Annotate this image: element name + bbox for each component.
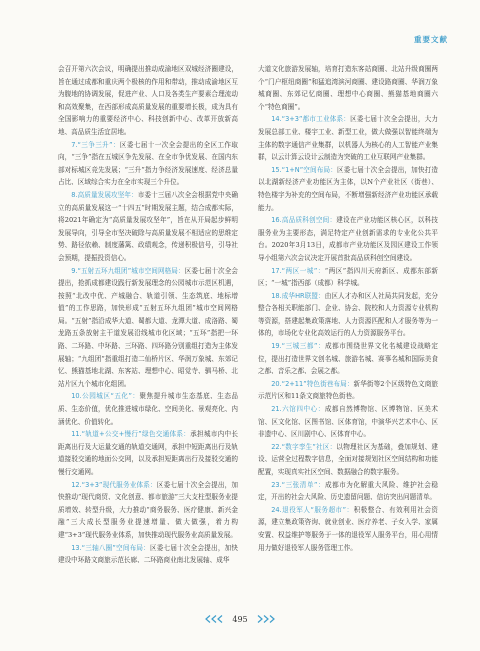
glossary-entry xyxy=(58,189,238,265)
entry-term: 12.“3+3”现代服务业体系： xyxy=(71,480,157,489)
entry-term: 23.“三张清单”： xyxy=(271,480,325,489)
glossary-entry xyxy=(58,265,238,391)
entry-text: 区委七届十次全会提出，加快打造以北湖新经济产业功能区为主体，以N个产业社区（街巷）、特色楼宇为补充的空间布局，不断增强新经济产业功能区承载能力。 xyxy=(258,165,438,212)
glossary-entry xyxy=(58,479,238,542)
glossary-entry xyxy=(258,290,438,340)
entry-term: 22.“数字孪生”社区： xyxy=(271,442,337,451)
glossary-entry xyxy=(258,164,438,214)
glossary-entry xyxy=(258,441,438,479)
continued-paragraph: 大道文化旅游发展轴，培育打造东客站商圈、北站升级商圈两个“门户枢纽商圈”和猛追湾滨河商圈、建设路商圈、华润万象城商圈、东郊记忆商圈、理想中心商圈、熊猫基地商圈六个“特色商圈”。 xyxy=(258,65,438,111)
entry-term: 7.“三争三升”： xyxy=(71,140,120,149)
continued-paragraph: 会召开第六次会议，明确提出推动成渝地区双城经济圈建设，旨在通过成都和重庆两个极核的作用和带动，推动成渝地区互为腹地的协调发展，促进产业、人口及各类生产要素合理流动和高效聚集，在西部形成高质量发展的重要增长极，成为具有全国影响力的重要经济中心、科技创新中心、改革开放新高地、高品质生活宜居地。 xyxy=(58,65,238,136)
entry-text: 区委七届十次全会提出，抢抓成都建设践行新发展理念的公园城市示范区机遇，按照“北改中优、产城融合、轨道引领、生态筑底、地标增值”的工作思路，加快形成“五射五环九组团”城市空间网格局。“五射”指沿成华大道、蜀都大道、龙潭大道、成洛路、蜀龙路五条放射主干道发展沿线城市化区域；“五环”指把一环路、二环路、中环路、三环路、四环路分别重组打造为主体发展轴；“九组团”指重组打造二仙桥片区、华润万象城、东郊记忆、熊猫基地北湖、东客站、理想中心、昭觉寺、驷马桥、北站片区九个城市化组团。 xyxy=(58,266,238,388)
entry-text: 市委十三届八次全会根据党中央确立的高质量发展这一“十四五”时期发展主题，结合成都实际，将2021年确定为“高质量发展攻坚年”，旨在从开局起步鲜明发展导向，引导全市坚决破除与高质量发展不相适应的思维定势、路径依赖、制度藩篱、政绩观念，传递积极信号，引导社会预期，提振投资信心。 xyxy=(58,190,238,262)
entry-text: 建设在产业功能区核心区，以科技服务业为主要形态，满足特定产业创新需求的专业化公共平台。2020年3月13日，成都市产业功能区及园区建设工作领导小组第六次会议决定开展首批高品质科创空间建设。 xyxy=(258,216,438,262)
glossary-entry xyxy=(58,428,238,478)
entry-text: 区委七届十次全会提出，加快建设中环路文商旅示范长廊、二环路商业南北发展轴、成华 xyxy=(58,543,238,565)
glossary-entry xyxy=(258,340,438,378)
glossary-entry xyxy=(258,504,438,554)
entry-text: 区委七届十一次全会提出的全区工作取向，“三争”指在五城区争先发展、在全市争优发展、在国内东部对标城区竞先发展；“三升”指力争经济发展速度、经济总量占比、区域综合实力在全市实现三个升位。 xyxy=(58,140,238,187)
entry-text: 以物理社区为基础，叠加规划、建设、运营全过程数字信息，全面对接规划社区空间结构和功能配置，实现真实社区空间、数据融合的数字服务。 xyxy=(258,442,438,476)
page-footer xyxy=(0,612,480,626)
glossary-entry xyxy=(258,113,438,163)
entry-text: 区委七届十次全会提出，大力发展总部工业、楼宇工业、新型工业，做大做强以智能终端为主体的数字通信产业集群，以机器人为核心的人工智能产业集群，以云计算云设计云制造为突破的工业互联网产业集群。 xyxy=(258,115,438,162)
entry-term: 17.“两区一城”： xyxy=(271,266,325,275)
entry-term: 18.成华HR联盟： xyxy=(271,291,325,300)
page-number: 495 xyxy=(232,614,248,624)
entry-text: “两区”指四川天府新区、成都东部新区；“一城”指西部（成都）科学城。 xyxy=(258,266,438,288)
entry-term: 21.六馆四中心： xyxy=(271,405,325,414)
glossary-entry xyxy=(58,542,238,567)
entry-text: 聚焦提升城市生态基底、生态品质、生态价值，优化推进城市绿化、空间美化、景观亮化、内涵优化、价值转化。 xyxy=(58,392,238,426)
entry-text: 成都自然博物馆、区博物馆、区美术馆、区文化馆、区图书馆、区体育馆，中演华兴艺术中心、区非遗中心、区川剧中心、区体育中心。 xyxy=(258,405,438,439)
glossary-entry xyxy=(258,265,438,290)
triple-chevron-left-icon xyxy=(204,615,226,623)
entry-text: 成都市围绕世界文化名城建设战略定位，提出打造世界文创名城、旅游名城、赛事名城和国际美食之都、音乐之都、会展之都。 xyxy=(258,342,438,376)
entry-term: 15.“1+N”空间布局： xyxy=(271,165,338,174)
section-label: 重要文献 xyxy=(414,35,448,44)
entry-text: 承担城市内中长距离出行及大运量交通的轨道交通网，承担中短距离出行及轨道接驳交通的地面公交网，以及承担短距离出行及接驳交通的慢行交通网。 xyxy=(58,430,238,476)
glossary-entry xyxy=(58,390,238,428)
entry-term: 24.退役军人“服务超市”： xyxy=(271,505,354,514)
entry-text: 成都市为化解重大风险、维护社会稳定，开出的社会大风险、历史遗留问题、信访突出问题清单。 xyxy=(258,480,438,502)
entry-text: 新华街等2个区级特色文商旅示范片区和11条文商旅特色街巷。 xyxy=(258,379,438,401)
entry-text: 由区人才办和区人社局共同发起，充分整合各相关职能部门、企业、协会、院校和人力资源专业机构等资源，搭建起集政策落地、人力资源匹配和人才服务等为一体的，市场化专业化高效运行的人力资源服务平台。 xyxy=(258,291,438,338)
entry-term: 9.“五射五环九组团”城市空间网格局： xyxy=(71,266,185,275)
entry-term: 8.高质量发展攻坚年： xyxy=(71,190,138,199)
glossary-entry xyxy=(258,479,438,504)
entry-term: 20.“2+11”特色街巷布局： xyxy=(271,379,354,388)
entry-text: 区委七届十次全会提出，加快推动“现代商贸、文化创意、都市旅游”三大支柱型服务业提质增效、转型升级，大力推动“商务服务、医疗健康、新兴金融”三大成长型服务业提速增量、做大做强，着力构建“3+3”现代服务业体系，加快推动现代服务业高质量发展。 xyxy=(58,480,238,539)
left-column xyxy=(58,63,238,613)
entry-term: 14.“3+3”都市工业体系： xyxy=(271,115,351,124)
entry-term: 10.公园城区“五化”： xyxy=(71,392,140,401)
entry-term: 11.“轨道+公交+慢行”绿色交通体系： xyxy=(71,430,191,439)
glossary-entry xyxy=(258,378,438,403)
entry-term: 13.“三轴八圈”空间布局： xyxy=(71,543,150,552)
glossary-entry xyxy=(58,139,238,189)
right-column xyxy=(258,63,438,613)
entry-text: 积极整合、有效利用社会资源，建立集政策咨询、就业创业、医疗养老、子女入学、家属安置、权益维护等服务于一体的退役军人服务平台，用心用情用力做好退役军人服务管理工作。 xyxy=(258,505,438,552)
entry-term: 16.高品质科创空间： xyxy=(271,216,337,225)
glossary-entry xyxy=(258,403,438,441)
glossary-entry xyxy=(258,214,438,264)
triple-chevron-right-icon xyxy=(254,615,276,623)
entry-term: 19.“三城三都”： xyxy=(271,342,325,351)
